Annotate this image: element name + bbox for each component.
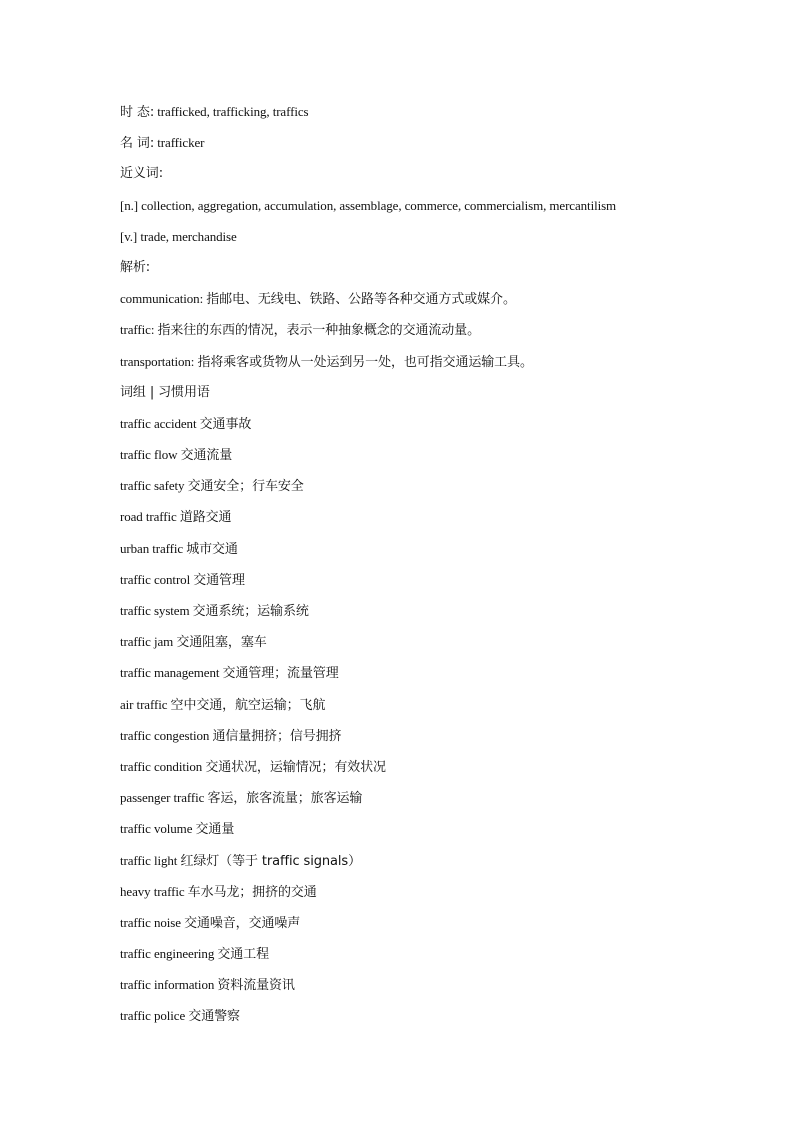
phrase-en: heavy traffic bbox=[120, 883, 185, 899]
phrase-item bbox=[120, 444, 740, 475]
analysis-item bbox=[120, 319, 740, 350]
phrase-zh: 红绿灯（等于 traffic signals） bbox=[180, 853, 361, 869]
phrase-en: air traffic bbox=[120, 696, 168, 712]
phrase-item bbox=[120, 850, 740, 881]
phrase-en: traffic information bbox=[120, 977, 215, 993]
phrase-item bbox=[120, 1005, 740, 1036]
phrase-en: traffic volume bbox=[120, 821, 193, 837]
phrase-zh: 车水马龙；拥挤的交通 bbox=[187, 884, 317, 900]
phrase-zh: 空中交通，航空运输；飞航 bbox=[170, 697, 326, 713]
phrase-en: traffic safety bbox=[120, 478, 185, 494]
phrase-zh: 道路交通 bbox=[179, 510, 232, 526]
phrase-zh: 交通流量 bbox=[180, 448, 233, 464]
phrase-zh: 交通量 bbox=[195, 822, 235, 838]
phrase-en: traffic police bbox=[120, 1008, 186, 1024]
synonyms-noun: [n.] collection, aggregation, accumulation, assemblage, commerce, commercialism, mercantilism bbox=[120, 197, 617, 213]
phrase-item bbox=[120, 538, 740, 569]
phrase-en: traffic congestion bbox=[120, 727, 210, 743]
phrase-en: traffic engineering bbox=[120, 946, 215, 962]
analysis-meaning: 指将乘客或货物从一处运到另一处，也可指交通运输工具。 bbox=[197, 354, 533, 370]
noun-line bbox=[120, 132, 740, 163]
phrase-item bbox=[120, 600, 740, 631]
phrase-item bbox=[120, 787, 740, 818]
phrase-item bbox=[120, 569, 740, 600]
noun-value: trafficker bbox=[157, 135, 205, 151]
phrases-heading: 词组 | 习惯用语 bbox=[120, 384, 210, 400]
phrase-item bbox=[120, 662, 740, 693]
phrase-zh: 通信量拥挤；信号拥挤 bbox=[212, 728, 342, 744]
phrase-item bbox=[120, 881, 740, 912]
phrase-en: traffic management bbox=[120, 665, 220, 681]
phrase-en: traffic accident bbox=[120, 415, 197, 431]
phrase-zh: 交通状况，运输情况；有效状况 bbox=[205, 759, 386, 775]
phrase-item bbox=[120, 506, 740, 537]
phrase-item bbox=[120, 413, 740, 444]
phrase-en: traffic jam bbox=[120, 634, 174, 650]
phrase-item bbox=[120, 631, 740, 662]
phrase-zh: 交通管理；流量管理 bbox=[222, 666, 339, 682]
phrase-en: traffic light bbox=[120, 852, 178, 868]
phrase-item bbox=[120, 974, 740, 1005]
phrase-en: traffic condition bbox=[120, 758, 203, 774]
phrase-item bbox=[120, 475, 740, 506]
phrase-en: urban traffic bbox=[120, 540, 184, 556]
synonyms-heading: 近义词: bbox=[120, 166, 163, 182]
phrase-item bbox=[120, 725, 740, 756]
phrase-en: passenger traffic bbox=[120, 790, 205, 806]
phrase-zh: 资料流量资讯 bbox=[217, 978, 295, 994]
analysis-meaning: 指邮电、无线电、铁路、公路等各种交通方式或媒介。 bbox=[206, 292, 516, 308]
analysis-meaning: 指来往的东西的情况，表示一种抽象概念的交通流动量。 bbox=[157, 323, 480, 339]
phrase-zh: 交通系统；运输系统 bbox=[192, 604, 309, 619]
analysis-term: transportation: bbox=[120, 353, 195, 369]
tense-value: trafficked, trafficking, traffics bbox=[157, 104, 309, 119]
phrase-zh: 交通安全；行车安全 bbox=[187, 479, 304, 495]
phrase-item bbox=[120, 943, 740, 974]
phrase-zh: 交通事故 bbox=[199, 416, 252, 432]
phrase-item bbox=[120, 912, 740, 943]
phrase-item bbox=[120, 818, 740, 849]
analysis-term: traffic: bbox=[120, 322, 155, 338]
phrase-zh: 交通噪音，交通噪声 bbox=[184, 915, 301, 931]
phrase-zh: 交通阻塞，塞车 bbox=[176, 635, 267, 651]
phrase-en: traffic noise bbox=[120, 914, 181, 930]
phrase-zh: 交通工程 bbox=[217, 947, 269, 963]
phrase-zh: 交通管理 bbox=[193, 572, 245, 588]
analysis-item bbox=[120, 351, 740, 382]
synonyms-verb: [v.] trade, merchandise bbox=[120, 228, 237, 244]
phrase-item bbox=[120, 756, 740, 787]
phrase-zh: 客运，旅客流量；旅客运输 bbox=[207, 791, 363, 807]
tense-line bbox=[120, 101, 740, 132]
analysis-term: communication: bbox=[120, 291, 204, 307]
tense-label: 时 态: bbox=[120, 105, 155, 120]
noun-label: 名 词: bbox=[120, 136, 155, 152]
analysis-item bbox=[120, 288, 740, 319]
phrase-en: traffic control bbox=[120, 571, 191, 587]
phrase-en: traffic system bbox=[120, 603, 190, 618]
phrase-zh: 城市交通 bbox=[186, 541, 238, 557]
phrase-zh: 交通警察 bbox=[188, 1009, 240, 1025]
phrase-item bbox=[120, 694, 740, 725]
entry-content bbox=[120, 101, 740, 1037]
phrase-en: traffic flow bbox=[120, 447, 178, 463]
phrase-en: road traffic bbox=[120, 509, 177, 525]
analysis-heading: 解析: bbox=[120, 259, 151, 275]
